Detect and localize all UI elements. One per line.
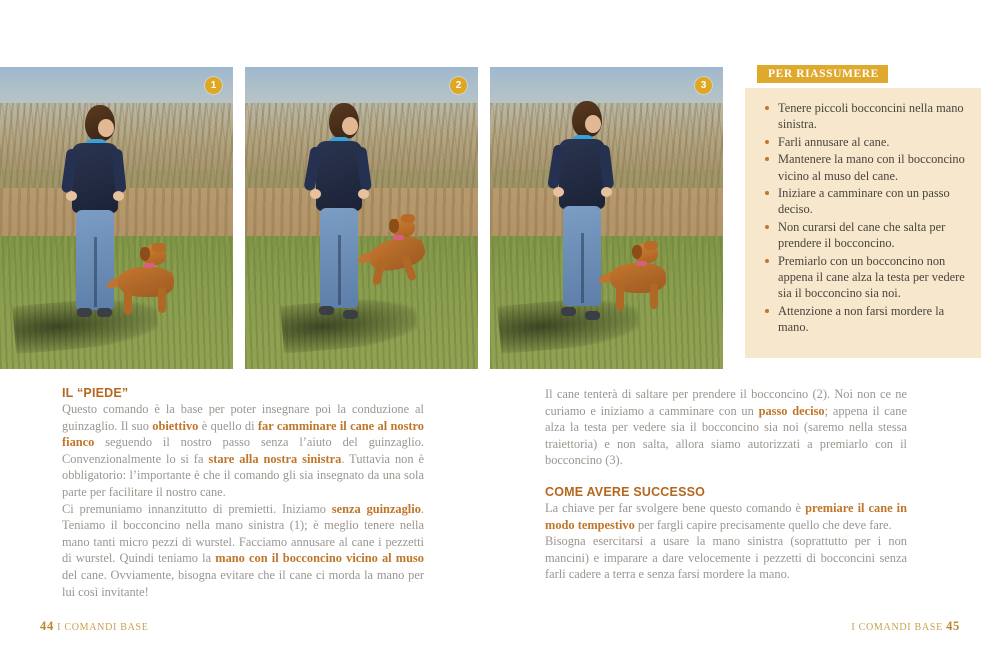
handler-hand-right bbox=[601, 187, 612, 197]
page-number-right: 45 bbox=[946, 619, 960, 633]
handler-leg-split bbox=[581, 233, 584, 303]
photo-badge-1: 1 bbox=[205, 77, 222, 94]
dog-leg-front bbox=[650, 283, 658, 309]
photo-badge-2: 2 bbox=[450, 77, 467, 94]
handler-shoe-right bbox=[585, 311, 600, 320]
dog-leg-rear bbox=[124, 289, 132, 315]
summary-bullet-item: Iniziare a camminare con un passo deciso. bbox=[765, 185, 965, 218]
photo-2 bbox=[245, 67, 478, 369]
text-run: è quello di bbox=[198, 418, 258, 433]
highlighted-phrase: obiettivo bbox=[152, 418, 199, 433]
summary-bullet-item: Premiarlo con un bocconcino non appena il cane alza la testa per vedere sia il bocconcino sia noi. bbox=[765, 253, 965, 302]
handler-face bbox=[98, 119, 114, 137]
chapter-label-left: I COMANDI BASE bbox=[57, 622, 149, 633]
text-run: seguendo il nostro passo senza l’aiuto del guinzaglio. Convenzionalmente lo si fa bbox=[62, 435, 424, 466]
handler-shoe-left bbox=[319, 306, 334, 315]
handler-shoe-right bbox=[97, 308, 112, 317]
summary-bullet-item: Tenere piccoli bocconcini nella mano sinistra. bbox=[765, 100, 965, 133]
handler-hand-left bbox=[310, 189, 321, 199]
summary-bullet-item: Attenzione a non farsi mordere la mano. bbox=[765, 303, 965, 336]
photo-badge-3: 3 bbox=[695, 77, 712, 94]
chapter-label-right: I COMANDI BASE bbox=[851, 622, 943, 633]
text-run: . Tuttavia non è obbligatorio: l’importante è che il comando gli sia insegnato da una sola parte per facilitare il nostro cane. bbox=[62, 451, 424, 499]
page-number-left: 44 bbox=[40, 619, 54, 633]
dog-ear bbox=[389, 219, 399, 233]
dog-leg-front bbox=[158, 287, 166, 313]
handler-leg-split bbox=[94, 237, 97, 307]
handler-hand-right bbox=[358, 189, 369, 199]
text-run: . Teniamo il bocconcino nella mano sinistra (1); è meglio tenere nella mano tanti micro pezzi di wurstel. Facciamo annusare al cane i pezzetti di wurstel. Quindi teniamo la bbox=[62, 501, 424, 566]
right-section-heading: COME AVERE SUCCESSO bbox=[545, 484, 706, 499]
text-run: La chiave per far svolgere bene questo comando è bbox=[545, 500, 806, 515]
summary-sidebar-box bbox=[745, 88, 981, 358]
highlighted-phrase: far camminare il cane al nostro fianco bbox=[62, 418, 425, 450]
right-paragraph-3 bbox=[545, 533, 907, 583]
summary-bullet-item: Mantenere la mano con il bocconcino vicino al muso del cane. bbox=[765, 151, 965, 184]
text-run: del cane. Ovviamente, bisogna evitare che il cane ci morda la mano per lui così invitante! bbox=[62, 567, 424, 599]
footer-left bbox=[40, 619, 149, 634]
text-run: per fargli capire precisamente quello che deve fare. bbox=[634, 517, 892, 532]
text-run: Ci premuniamo innanzitutto di premietti. Iniziamo bbox=[62, 501, 332, 516]
handler-leg-split bbox=[338, 235, 341, 305]
dog-ear bbox=[140, 247, 150, 261]
handler-hand-left bbox=[553, 187, 564, 197]
highlighted-phrase: senza guinzaglio bbox=[331, 501, 421, 516]
summary-sidebar bbox=[745, 64, 981, 358]
text-run: Il cane tenterà di saltare per prendere il bocconcino (2). Noi non ce ne curiamo e iniziamo a camminare con un bbox=[545, 387, 907, 418]
handler-shoe-right bbox=[343, 310, 358, 319]
text-run: Questo comando è la base per poter insegnare poi la conduzione al guinzaglio. Il suo bbox=[62, 402, 424, 433]
summary-bullet-item: Non curarsi del cane che salta per prendere il bocconcino. bbox=[765, 219, 965, 252]
left-section-heading: IL “PIEDE” bbox=[62, 386, 129, 400]
handler-shoe-left bbox=[561, 307, 576, 316]
dog-collar bbox=[393, 235, 404, 240]
handler-face bbox=[585, 115, 601, 133]
right-paragraph-1 bbox=[545, 386, 907, 469]
dog-ear bbox=[632, 245, 642, 259]
highlighted-phrase: stare alla nostra sinistra bbox=[208, 451, 342, 466]
handler-shoe-left bbox=[77, 308, 92, 317]
photo-strip bbox=[0, 67, 723, 369]
summary-bullet-item: Farli annusare al cane. bbox=[765, 134, 965, 150]
text-run: Bisogna esercitarsi a usare la mano sinistra (soprattutto per i non mancini) e imparare a dare velocemente i pezzetti di bocconcini senza farli cadere a terra e senza farsi mordere la mano. bbox=[545, 534, 907, 582]
left-paragraph-2 bbox=[62, 501, 424, 601]
dog-collar bbox=[636, 261, 647, 266]
footer-right bbox=[851, 619, 960, 634]
right-text-column bbox=[545, 386, 907, 583]
dog-snout bbox=[152, 243, 166, 252]
dog-collar bbox=[144, 263, 155, 268]
photo-1 bbox=[0, 67, 233, 369]
handler-hand-left bbox=[66, 191, 77, 201]
summary-sidebar-header: PER RIASSUMERE bbox=[757, 65, 888, 83]
handler-face bbox=[342, 117, 358, 135]
left-text-column bbox=[62, 386, 424, 600]
left-paragraph-1 bbox=[62, 401, 424, 501]
highlighted-phrase: mano con il bocconcino vicino al muso bbox=[215, 551, 424, 566]
photo-3 bbox=[490, 67, 723, 369]
dog-snout bbox=[401, 214, 415, 223]
summary-bullet-list bbox=[765, 100, 965, 336]
dog-snout bbox=[644, 241, 658, 250]
highlighted-phrase: premiare il cane in modo tempestivo bbox=[545, 500, 907, 532]
highlighted-phrase: passo deciso bbox=[758, 403, 825, 418]
handler-hand-right bbox=[113, 191, 124, 201]
dog-leg-rear bbox=[616, 285, 624, 311]
right-paragraph-2 bbox=[545, 500, 907, 533]
text-run: ; appena il cane alza la testa per vedere sia il bocconcino sia noi (saremo nella stessa traiettoria) e non salta, allora siamo autorizzati a premiarlo con il bocconcino (3). bbox=[545, 403, 908, 468]
